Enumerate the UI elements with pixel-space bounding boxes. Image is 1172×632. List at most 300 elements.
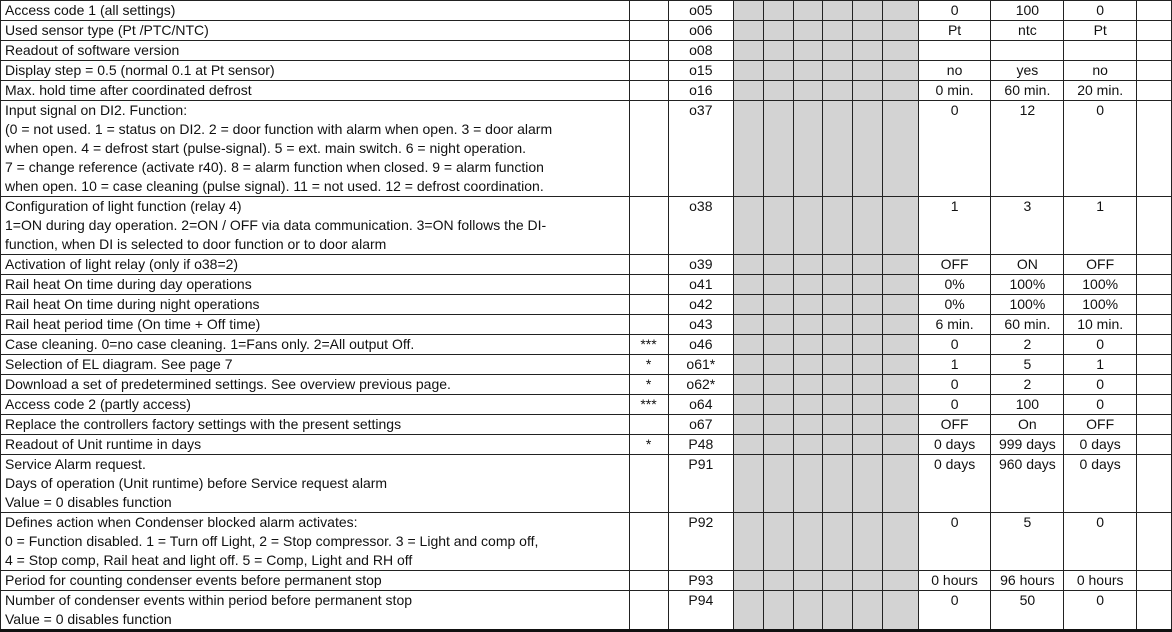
shaded-cell (882, 335, 918, 355)
shaded-cell (882, 255, 918, 275)
parameter-description (1, 435, 630, 455)
parameter-description (1, 355, 630, 375)
empty-cell (1137, 41, 1172, 61)
table-row (1, 41, 1172, 61)
shaded-cell (823, 591, 853, 631)
max-value: 2 (991, 335, 1064, 355)
shaded-cell (734, 375, 764, 395)
min-value: 0 (918, 101, 991, 197)
min-value: 0 min. (918, 81, 991, 101)
shaded-cell (793, 61, 823, 81)
shaded-cell (853, 513, 883, 571)
parameter-code: P92 (668, 513, 734, 571)
table-row (1, 101, 1172, 197)
factory-setting: 0 (1064, 335, 1137, 355)
shaded-cell (882, 355, 918, 375)
table-row (1, 315, 1172, 335)
parameter-code: o38 (668, 197, 734, 255)
shaded-cell (734, 591, 764, 631)
shaded-cell (882, 455, 918, 513)
parameter-code: o43 (668, 315, 734, 335)
shaded-cell (763, 455, 793, 513)
parameter-description (1, 335, 630, 355)
shaded-cell (853, 1, 883, 21)
parameter-code: o46 (668, 335, 734, 355)
shaded-cell (853, 315, 883, 335)
shaded-cell (882, 81, 918, 101)
note-marker (629, 21, 668, 41)
parameter-code: P94 (668, 591, 734, 631)
description-line: Value = 0 disables function (5, 611, 172, 627)
parameter-code: o06 (668, 21, 734, 41)
description-line: Rail heat On time during day operations (5, 276, 252, 292)
shaded-cell (734, 455, 764, 513)
shaded-cell (734, 21, 764, 41)
min-value: 1 (918, 355, 991, 375)
parameter-description (1, 315, 630, 335)
max-value: 100% (991, 295, 1064, 315)
parameter-description (1, 21, 630, 41)
description-line: 0 = Function disabled. 1 = Turn off Light, 2 = Stop compressor. 3 = Light and comp off, (5, 533, 539, 549)
factory-setting: 20 min. (1064, 81, 1137, 101)
note-marker: *** (629, 395, 668, 415)
empty-cell (1137, 435, 1172, 455)
factory-setting: OFF (1064, 415, 1137, 435)
shaded-cell (763, 415, 793, 435)
description-line: 7 = change reference (activate r40). 8 = alarm function when closed. 9 = alarm function (5, 159, 544, 175)
shaded-cell (793, 255, 823, 275)
table-row (1, 81, 1172, 101)
shaded-cell (882, 275, 918, 295)
shaded-cell (882, 435, 918, 455)
factory-setting: 0 days (1064, 435, 1137, 455)
empty-cell (1137, 81, 1172, 101)
shaded-cell (823, 101, 853, 197)
shaded-cell (853, 415, 883, 435)
description-line: (0 = not used. 1 = status on DI2. 2 = door function with alarm when open. 3 = door alarm (5, 121, 553, 137)
max-value: 60 min. (991, 81, 1064, 101)
shaded-cell (882, 375, 918, 395)
parameter-code: o15 (668, 61, 734, 81)
shaded-cell (763, 335, 793, 355)
max-value: 60 min. (991, 315, 1064, 335)
description-line: Max. hold time after coordinated defrost (5, 82, 252, 98)
parameter-description (1, 591, 630, 631)
shaded-cell (793, 197, 823, 255)
parameter-description (1, 41, 630, 61)
shaded-cell (823, 335, 853, 355)
table-row (1, 21, 1172, 41)
table-row (1, 61, 1172, 81)
note-marker (629, 61, 668, 81)
shaded-cell (823, 41, 853, 61)
shaded-cell (763, 315, 793, 335)
shaded-cell (853, 355, 883, 375)
shaded-cell (853, 395, 883, 415)
note-marker: * (629, 375, 668, 395)
max-value: 5 (991, 355, 1064, 375)
empty-cell (1137, 275, 1172, 295)
max-value: 2 (991, 375, 1064, 395)
shaded-cell (793, 275, 823, 295)
shaded-cell (763, 275, 793, 295)
shaded-cell (793, 571, 823, 591)
description-line: 4 = Stop comp, Rail heat and light off. 5 = Comp, Light and RH off (5, 552, 413, 568)
shaded-cell (823, 255, 853, 275)
shaded-cell (793, 1, 823, 21)
shaded-cell (734, 435, 764, 455)
table-row (1, 395, 1172, 415)
shaded-cell (763, 295, 793, 315)
max-value: 960 days (991, 455, 1064, 513)
note-marker (629, 571, 668, 591)
parameter-rows (1, 1, 1172, 631)
max-value: ntc (991, 21, 1064, 41)
shaded-cell (823, 571, 853, 591)
note-marker (629, 591, 668, 631)
shaded-cell (793, 315, 823, 335)
shaded-cell (853, 197, 883, 255)
description-line: Rail heat On time during night operations (5, 296, 260, 312)
min-value: 0 (918, 591, 991, 631)
shaded-cell (734, 275, 764, 295)
shaded-cell (882, 395, 918, 415)
parameter-description (1, 571, 630, 591)
shaded-cell (763, 101, 793, 197)
description-line: Readout of Unit runtime in days (5, 436, 202, 452)
parameter-description (1, 101, 630, 197)
empty-cell (1137, 355, 1172, 375)
parameter-description (1, 513, 630, 571)
min-value: Pt (918, 21, 991, 41)
max-value (991, 41, 1064, 61)
empty-cell (1137, 1, 1172, 21)
shaded-cell (823, 355, 853, 375)
factory-setting: 0 (1064, 591, 1137, 631)
shaded-cell (734, 513, 764, 571)
shaded-cell (882, 61, 918, 81)
min-value: 1 (918, 197, 991, 255)
shaded-cell (853, 571, 883, 591)
table-row (1, 355, 1172, 375)
table-row (1, 335, 1172, 355)
min-value: 0% (918, 275, 991, 295)
factory-setting: 1 (1064, 197, 1137, 255)
shaded-cell (823, 455, 853, 513)
min-value: no (918, 61, 991, 81)
shaded-cell (734, 61, 764, 81)
shaded-cell (763, 197, 793, 255)
shaded-cell (853, 81, 883, 101)
factory-setting: Pt (1064, 21, 1137, 41)
parameter-code: o42 (668, 295, 734, 315)
shaded-cell (882, 415, 918, 435)
parameter-description (1, 1, 630, 21)
parameter-code: o39 (668, 255, 734, 275)
factory-setting: 100% (1064, 295, 1137, 315)
note-marker (629, 275, 668, 295)
table-row (1, 275, 1172, 295)
empty-cell (1137, 591, 1172, 631)
note-marker (629, 81, 668, 101)
description-line: Access code 2 (partly access) (5, 396, 191, 412)
empty-cell (1137, 197, 1172, 255)
shaded-cell (793, 295, 823, 315)
parameter-code: o16 (668, 81, 734, 101)
description-line: Number of condenser events within period before permanent stop (5, 592, 413, 608)
shaded-cell (763, 435, 793, 455)
factory-setting: 0 (1064, 375, 1137, 395)
parameter-description (1, 415, 630, 435)
shaded-cell (853, 21, 883, 41)
parameter-code: o41 (668, 275, 734, 295)
description-line: Used sensor type (Pt /PTC/NTC) (5, 22, 209, 38)
max-value: 100 (991, 395, 1064, 415)
shaded-cell (793, 455, 823, 513)
empty-cell (1137, 395, 1172, 415)
description-line: function, when DI is selected to door function or to door alarm (5, 236, 387, 252)
factory-setting: 0 hours (1064, 571, 1137, 591)
factory-setting: no (1064, 61, 1137, 81)
shaded-cell (793, 375, 823, 395)
shaded-cell (763, 375, 793, 395)
description-line: Defines action when Condenser blocked alarm activates: (5, 514, 358, 530)
table-row (1, 375, 1172, 395)
shaded-cell (882, 21, 918, 41)
parameter-code: o67 (668, 415, 734, 435)
shaded-cell (882, 295, 918, 315)
max-value: 96 hours (991, 571, 1064, 591)
description-line: Selection of EL diagram. See page 7 (5, 356, 233, 372)
shaded-cell (823, 81, 853, 101)
shaded-cell (823, 435, 853, 455)
shaded-cell (763, 1, 793, 21)
shaded-cell (734, 41, 764, 61)
empty-cell (1137, 101, 1172, 197)
factory-setting: 100% (1064, 275, 1137, 295)
parameter-code: o62* (668, 375, 734, 395)
note-marker (629, 41, 668, 61)
shaded-cell (793, 355, 823, 375)
shaded-cell (793, 335, 823, 355)
shaded-cell (763, 81, 793, 101)
min-value: 0 (918, 335, 991, 355)
description-line: Rail heat period time (On time + Off time) (5, 316, 261, 332)
factory-setting (1064, 41, 1137, 61)
max-value: 999 days (991, 435, 1064, 455)
shaded-cell (734, 1, 764, 21)
shaded-cell (763, 21, 793, 41)
factory-setting: 0 days (1064, 455, 1137, 513)
description-line: Input signal on DI2. Function: (5, 102, 188, 118)
table-row (1, 255, 1172, 275)
shaded-cell (734, 571, 764, 591)
factory-setting: 0 (1064, 101, 1137, 197)
description-line: Case cleaning. 0=no case cleaning. 1=Fans only. 2=All output Off. (5, 336, 415, 352)
shaded-cell (793, 81, 823, 101)
shaded-cell (734, 255, 764, 275)
note-marker (629, 315, 668, 335)
shaded-cell (793, 41, 823, 61)
parameter-description (1, 295, 630, 315)
parameter-code: o37 (668, 101, 734, 197)
description-line: Download a set of predetermined settings. See overview previous page. (5, 376, 451, 392)
shaded-cell (882, 513, 918, 571)
note-marker: * (629, 355, 668, 375)
shaded-cell (853, 255, 883, 275)
parameter-code: o64 (668, 395, 734, 415)
factory-setting: 0 (1064, 1, 1137, 21)
table-row (1, 571, 1172, 591)
shaded-cell (734, 101, 764, 197)
shaded-cell (823, 61, 853, 81)
note-marker (629, 255, 668, 275)
min-value: 6 min. (918, 315, 991, 335)
parameter-description (1, 61, 630, 81)
description-line: Readout of software version (5, 42, 180, 58)
shaded-cell (734, 335, 764, 355)
shaded-cell (853, 435, 883, 455)
min-value: 0 (918, 375, 991, 395)
min-value: 0% (918, 295, 991, 315)
max-value: On (991, 415, 1064, 435)
factory-setting: 0 (1064, 395, 1137, 415)
shaded-cell (793, 591, 823, 631)
note-marker: *** (629, 335, 668, 355)
description-line: Access code 1 (all settings) (5, 2, 176, 18)
note-marker: * (629, 435, 668, 455)
note-marker (629, 513, 668, 571)
shaded-cell (882, 315, 918, 335)
max-value: 100 (991, 1, 1064, 21)
description-line: Days of operation (Unit runtime) before Service request alarm (5, 475, 388, 491)
table-row (1, 197, 1172, 255)
empty-cell (1137, 315, 1172, 335)
shaded-cell (853, 295, 883, 315)
shaded-cell (763, 395, 793, 415)
min-value: 0 (918, 513, 991, 571)
shaded-cell (734, 295, 764, 315)
parameter-description (1, 455, 630, 513)
empty-cell (1137, 21, 1172, 41)
shaded-cell (734, 395, 764, 415)
min-value: 0 days (918, 455, 991, 513)
min-value: 0 (918, 395, 991, 415)
parameter-code: o61* (668, 355, 734, 375)
max-value: ON (991, 255, 1064, 275)
max-value: yes (991, 61, 1064, 81)
description-line: when open. 10 = case cleaning (pulse signal). 11 = not used. 12 = defrost coordination. (5, 178, 544, 194)
shaded-cell (793, 513, 823, 571)
shaded-cell (823, 197, 853, 255)
shaded-cell (763, 571, 793, 591)
min-value: OFF (918, 415, 991, 435)
shaded-cell (793, 435, 823, 455)
parameter-code: o08 (668, 41, 734, 61)
empty-cell (1137, 455, 1172, 513)
shaded-cell (793, 21, 823, 41)
shaded-cell (882, 1, 918, 21)
shaded-cell (793, 415, 823, 435)
shaded-cell (882, 571, 918, 591)
empty-cell (1137, 375, 1172, 395)
parameter-description (1, 395, 630, 415)
min-value: 0 days (918, 435, 991, 455)
table-row (1, 295, 1172, 315)
min-value: 0 hours (918, 571, 991, 591)
max-value: 12 (991, 101, 1064, 197)
shaded-cell (823, 1, 853, 21)
shaded-cell (793, 395, 823, 415)
factory-setting: 1 (1064, 355, 1137, 375)
empty-cell (1137, 295, 1172, 315)
shaded-cell (763, 591, 793, 631)
max-value: 100% (991, 275, 1064, 295)
empty-cell (1137, 255, 1172, 275)
shaded-cell (882, 41, 918, 61)
empty-cell (1137, 571, 1172, 591)
note-marker (629, 455, 668, 513)
note-marker (629, 415, 668, 435)
description-line: Replace the controllers factory settings with the present settings (5, 416, 402, 432)
shaded-cell (823, 395, 853, 415)
shaded-cell (793, 101, 823, 197)
parameter-description (1, 255, 630, 275)
empty-cell (1137, 335, 1172, 355)
empty-cell (1137, 61, 1172, 81)
parameter-code: o05 (668, 1, 734, 21)
description-line: Period for counting condenser events before permanent stop (5, 572, 382, 588)
description-line: Service Alarm request. (5, 456, 146, 472)
shaded-cell (853, 101, 883, 197)
shaded-cell (763, 355, 793, 375)
table-row (1, 455, 1172, 513)
min-value: 0 (918, 1, 991, 21)
description-line: Value = 0 disables function (5, 494, 172, 510)
shaded-cell (823, 21, 853, 41)
shaded-cell (853, 375, 883, 395)
shaded-cell (734, 415, 764, 435)
min-value (918, 41, 991, 61)
factory-setting: 0 (1064, 513, 1137, 571)
shaded-cell (853, 41, 883, 61)
shaded-cell (853, 275, 883, 295)
description-line: 1=ON during day operation. 2=ON / OFF via data communication. 3=ON follows the DI- (5, 217, 547, 233)
table-row (1, 591, 1172, 631)
description-line: when open. 4 = defrost start (pulse-signal). 5 = ext. main switch. 6 = night operation. (5, 140, 527, 156)
shaded-cell (763, 255, 793, 275)
shaded-cell (763, 41, 793, 61)
shaded-cell (853, 591, 883, 631)
note-marker (629, 197, 668, 255)
shaded-cell (763, 513, 793, 571)
table-row (1, 513, 1172, 571)
parameter-description (1, 81, 630, 101)
description-line: Activation of light relay (only if o38=2) (5, 256, 239, 272)
shaded-cell (823, 415, 853, 435)
shaded-cell (823, 295, 853, 315)
empty-cell (1137, 513, 1172, 571)
shaded-cell (823, 513, 853, 571)
max-value: 3 (991, 197, 1064, 255)
note-marker (629, 101, 668, 197)
parameter-description (1, 197, 630, 255)
shaded-cell (823, 375, 853, 395)
shaded-cell (853, 61, 883, 81)
description-line: Configuration of light function (relay 4) (5, 198, 242, 214)
factory-setting: 10 min. (1064, 315, 1137, 335)
shaded-cell (853, 455, 883, 513)
